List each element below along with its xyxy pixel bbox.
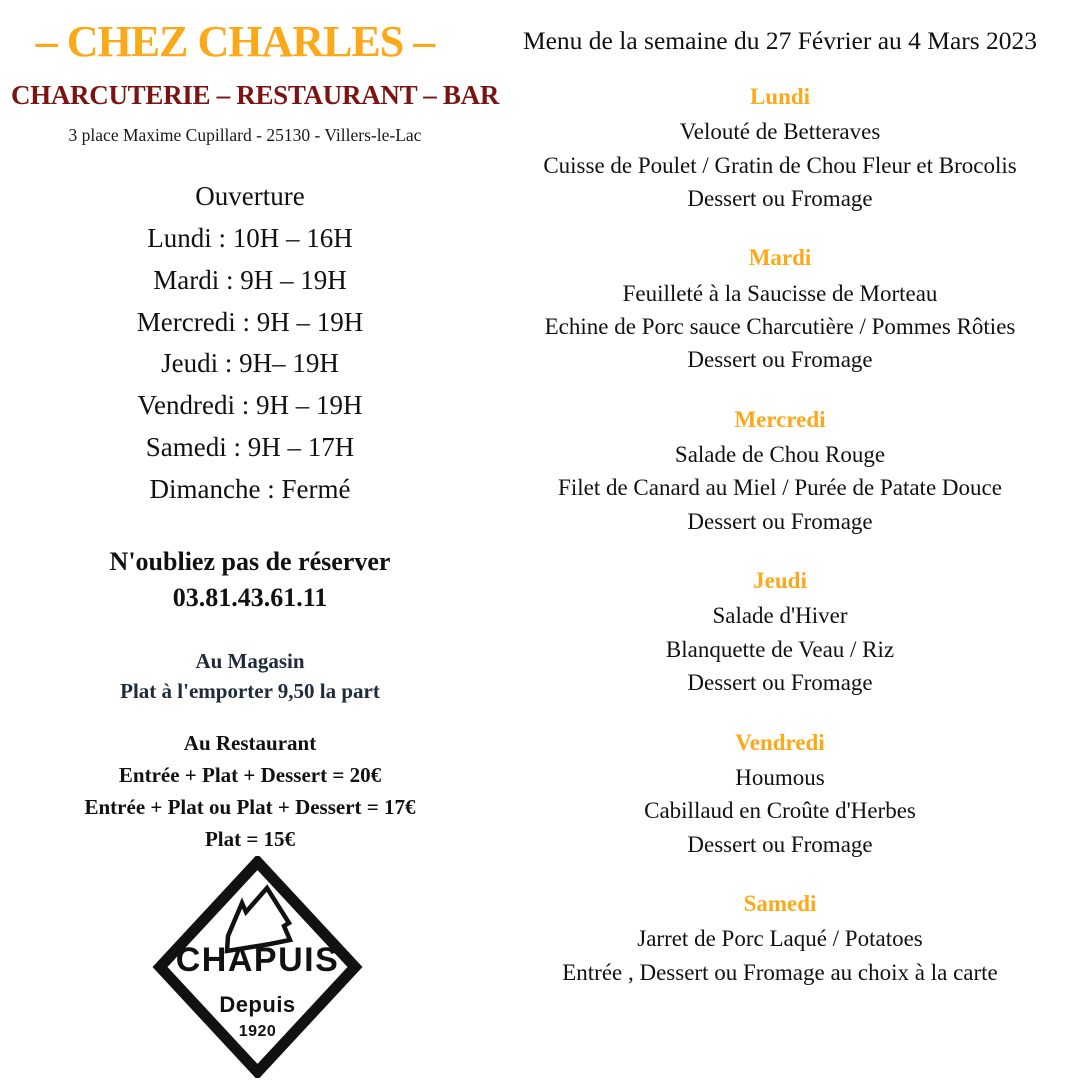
menu-day-name: Samedi bbox=[743, 890, 817, 916]
restaurant-price-line: Entrée + Plat + Dessert = 20€ bbox=[118, 762, 382, 787]
opening-hours-row: Mardi : 9H – 19H bbox=[153, 264, 347, 295]
logo-since-label: Depuis bbox=[219, 992, 296, 1017]
menu-day-item: Dessert ou Fromage bbox=[687, 831, 873, 857]
restaurant-pricing-title: Au Restaurant bbox=[183, 731, 317, 755]
menu-day-name: Mardi bbox=[748, 245, 812, 271]
restaurant-tagline: CHARCUTERIE – RESTAURANT – BAR bbox=[10, 80, 500, 110]
opening-hours-title: Ouverture bbox=[195, 181, 305, 211]
opening-hours-section bbox=[0, 176, 500, 511]
menu-day-vendredi bbox=[480, 726, 1080, 861]
menu-day-item: Feuilleté à la Saucisse de Morteau bbox=[622, 280, 938, 306]
opening-hours-row: Vendredi : 9H – 19H bbox=[137, 390, 363, 421]
menu-day-item: Houmous bbox=[735, 764, 825, 790]
takeaway-section bbox=[0, 646, 500, 707]
weekly-menu-days bbox=[480, 80, 1080, 1015]
menu-day-item: Salade d'Hiver bbox=[712, 603, 848, 629]
menu-day-item: Jarret de Porc Laqué / Potatoes bbox=[637, 926, 923, 952]
menu-day-name: Lundi bbox=[749, 84, 811, 109]
menu-day-item: Cabillaud en Croûte d'Herbes bbox=[644, 798, 916, 824]
menu-day-item: Dessert ou Fromage bbox=[687, 186, 873, 212]
chapuis-logo bbox=[150, 856, 365, 1078]
menu-day-name: Jeudi bbox=[753, 568, 807, 594]
takeaway-title: Au Magasin bbox=[195, 649, 305, 673]
info-column bbox=[0, 0, 500, 1080]
restaurant-pricing-section bbox=[0, 728, 500, 856]
takeaway-price-line: Plat à l'emporter 9,50 la part bbox=[120, 679, 380, 704]
menu-day-samedi bbox=[480, 887, 1080, 989]
menu-day-item: Echine de Porc sauce Charcutière / Pommes Rôties bbox=[544, 314, 1016, 340]
opening-hours-row: Samedi : 9H – 17H bbox=[145, 432, 355, 463]
menu-day-mercredi bbox=[480, 403, 1080, 538]
opening-hours-row: Lundi : 10H – 16H bbox=[147, 222, 353, 253]
menu-day-item: Velouté de Betteraves bbox=[679, 119, 881, 145]
restaurant-address: 3 place Maxime Cupillard - 25130 - Villers-le-Lac bbox=[68, 125, 422, 145]
menu-day-item: Dessert ou Fromage bbox=[687, 670, 873, 696]
reservation-section bbox=[0, 544, 500, 617]
menu-day-mardi bbox=[480, 241, 1080, 376]
menu-day-jeudi bbox=[480, 564, 1080, 699]
opening-hours-row: Jeudi : 9H– 19H bbox=[161, 348, 339, 379]
menu-day-name: Mercredi bbox=[734, 406, 826, 432]
reservation-message: N'oubliez pas de réserver bbox=[109, 547, 391, 576]
logo-since-year: 1920 bbox=[238, 1023, 277, 1040]
menu-day-item: Dessert ou Fromage bbox=[687, 508, 873, 534]
opening-hours-row: Dimanche : Fermé bbox=[149, 473, 351, 504]
menu-day-item: Filet de Canard au Miel / Purée de Patate Douce bbox=[558, 475, 1002, 501]
opening-hours-row: Mercredi : 9H – 19H bbox=[136, 306, 364, 337]
weekly-menu-column bbox=[480, 0, 1080, 1080]
menu-day-name: Vendredi bbox=[735, 729, 825, 755]
chapuis-logo-svg bbox=[150, 856, 365, 1078]
menu-day-item: Cuisse de Poulet / Gratin de Chou Fleur et Brocolis bbox=[543, 152, 1017, 178]
logo-brand-text: CHAPUIS bbox=[175, 941, 340, 979]
reservation-phone[interactable]: 03.81.43.61.11 bbox=[172, 583, 328, 613]
restaurant-price-line: Plat = 15€ bbox=[204, 826, 296, 851]
menu-day-item: Entrée , Dessert ou Fromage au choix à la carte bbox=[562, 959, 998, 985]
menu-day-lundi bbox=[480, 80, 1080, 215]
restaurant-name: – CHEZ CHARLES – bbox=[35, 17, 435, 66]
menu-day-item: Blanquette de Veau / Riz bbox=[665, 636, 895, 662]
menu-day-item: Dessert ou Fromage bbox=[687, 347, 873, 373]
restaurant-price-line: Entrée + Plat ou Plat + Dessert = 17€ bbox=[84, 794, 416, 819]
menu-day-item: Salade de Chou Rouge bbox=[674, 442, 886, 468]
weekly-menu-header: Menu de la semaine du 27 Février au 4 Mars 2023 bbox=[522, 26, 1038, 55]
